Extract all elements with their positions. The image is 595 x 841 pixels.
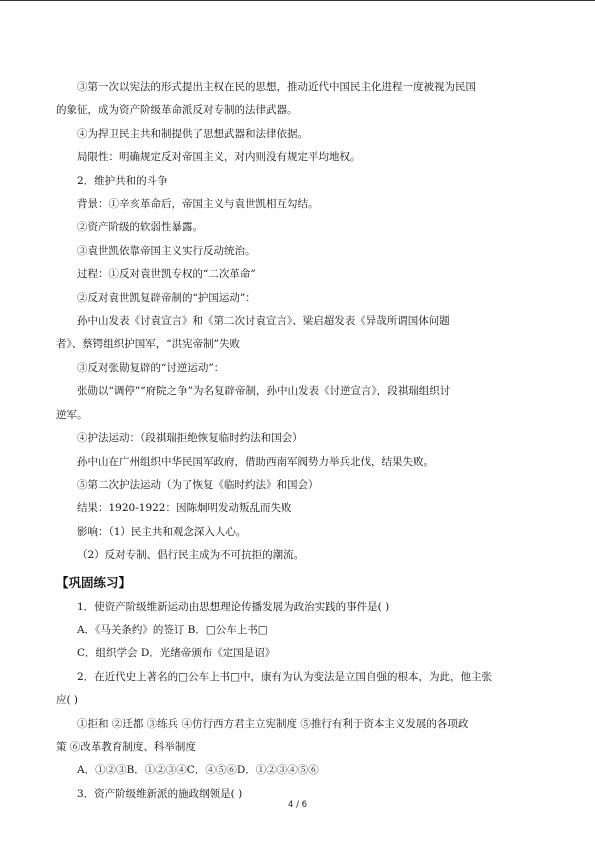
text-line: ②资产阶级的软弱性暴露。 [77, 221, 203, 234]
subheading: 2．维护共和的斗争 [77, 174, 168, 187]
text-line: 背景：①辛亥革命后，帝国主义与袁世凯相互勾结。 [77, 198, 319, 211]
document-body [56, 76, 540, 806]
text-line: 影响：（1）民主共和观念深入人心。 [77, 525, 247, 538]
text-line: ③反对张勋复辟的“讨逆运动”： [77, 361, 225, 374]
question-line: 1．使资产阶级维新运动由思想理论传播发展为政治实践的事件是( ) [77, 600, 390, 613]
text-line: ④护法运动：（段祺瑞拒绝恢复临时约法和国会） [77, 432, 303, 445]
text-line: 过程：①反对袁世凯专权的“二次革命” [77, 268, 256, 281]
answer-option-line: A．《马关条约》的签订 B．□公车上书□ [77, 623, 268, 636]
question-line: 2．在近代史上著名的□公车上书□中，康有为认为变法是立国自强的根本，为此，他主张 [77, 670, 493, 683]
text-line: 结果：1920-1922：因陈炯明发动叛乱而失败 [77, 502, 292, 515]
text-line: 张勋以“调停”“府院之争”为名复辟帝制，孙中山发表《讨逆宣言》，段祺瑞组织讨 [77, 385, 451, 398]
text-line: 局限性：明确规定反对帝国主义，对内则没有规定平均地权。 [77, 151, 361, 164]
answer-option-line: C．组织学会 D．光绪帝颁布《定国是诏》 [77, 647, 276, 660]
answer-option-line: A．①②③B．①②③④C．④⑤⑥D．①②③④⑤⑥ [77, 764, 319, 777]
text-line: ④为捍卫民主共和制提供了思想武器和法律依据。 [77, 127, 308, 140]
question-line: 应( ) [56, 694, 79, 707]
text-line: ⑤第二次护法运动（为了恢复《临时约法》和国会） [77, 478, 319, 491]
section-title: 【巩固练习】 [56, 574, 132, 590]
text-line: ②反对袁世凯复辟帝制的“护国运动”： [77, 291, 256, 304]
text-line: 者》、蔡锷组织护国军，“洪宪帝制”失败 [56, 338, 240, 351]
text-line: ③第一次以宪法的形式提出主权在民的思想，推动近代中国民主化进程一度被视为民国 [77, 81, 476, 93]
page-number: 4 / 6 [287, 800, 308, 810]
text-line: ③袁世凯依靠帝国主义实行反动统治。 [77, 244, 256, 257]
question-line: 策 ⑥改革教育制度、科举制度 [56, 740, 196, 753]
top-border-line [0, 0, 595, 1]
question-line: 3．资产阶级维新派的施政纲领是( ) [77, 787, 243, 800]
text-line: 孙中山在广州组织中华民国军政府，借助西南军阀势力举兵北伐，结果失败。 [77, 455, 434, 468]
text-line: 的象征，成为资产阶级革命派反对专制的法律武器。 [56, 104, 298, 117]
question-line: ①拒和 ②迁都 ③练兵 ④仿行西方君主立宪制度 ⑤推行有利于资本主义发展的各项政 [77, 717, 469, 730]
text-line: 孙中山发表《讨袁宣言》和《第二次讨袁宣言》、梁启超发表《异哉所谓国体问题 [77, 315, 450, 328]
text-line: （2）反对专制、倡行民主成为不可抗拒的潮流。 [77, 549, 305, 562]
text-line: 逆军。 [56, 408, 88, 421]
